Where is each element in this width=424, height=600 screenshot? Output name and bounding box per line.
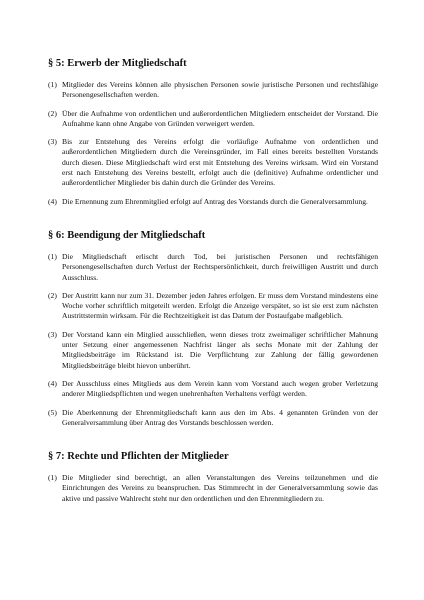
paragraph (48, 473, 378, 504)
paragraph-text: Mitglieder des Vereins können alle physischen Personen sowie juristische Personen und rechtsfähige Personengesellschaften werden. (62, 80, 378, 100)
paragraph-number: (1) (48, 473, 57, 483)
paragraph (48, 291, 378, 322)
paragraph-number: (4) (48, 196, 57, 206)
section-heading: § 7: Rechte und Pflichten der Mitglieder (48, 451, 229, 463)
paragraph (48, 330, 378, 371)
paragraph (48, 408, 378, 429)
section-7 (48, 450, 378, 504)
paragraph (48, 252, 378, 283)
paragraph-number: (2) (48, 108, 57, 118)
paragraph-number: (3) (48, 137, 57, 147)
paragraph (48, 379, 378, 400)
paragraph-text: Die Mitglieder sind berechtigt, an allen Veranstaltungen des Vereins teilzunehmen und die Einrichtungen des Vereins zu beanspruchen. Das Stimmrecht in der Generalversammlung sowie das aktive und passive Wahlrecht steht nur den ordentlichen und den Ehrenmitgliedern zu. (62, 473, 378, 503)
document-content (48, 57, 378, 526)
paragraph-text: Der Ausschluss eines Mitglieds aus dem Verein kann vom Vorstand auch wegen grober Verletzung anderer Mitgliedspflichten und wegen unehrenhaften Verhaltens verfügt werden. (62, 378, 378, 399)
paragraph-number: (5) (48, 407, 57, 417)
paragraph-number: (1) (48, 251, 57, 261)
paragraph (48, 197, 378, 207)
paragraph-text: Bis zur Entstehung des Vereins erfolgt die vorläufige Aufnahme von ordentlichen und außerordentlichen Mitgliedern durch die Vereinsgründer, im Fall eines bereits bestellten Vorstands durch diesen. Diese Mitgliedschaft wird erst mit Entstehung des Vereins wirksam. Wird ein Vorstand erst nach Entstehung des Vereins bestellt, erfolgt auch die (definitive) Aufnahme ordentlicher und außerordentlicher Mitglieder bis dahin durch die Gründer des Vereins. (62, 137, 378, 188)
paragraph-text: Über die Aufnahme von ordentlichen und außerordentlichen Mitgliedern entscheidet der Vorstand. Die Aufnahme kann ohne Angabe von Gründen verweigert werden. (62, 108, 378, 128)
paragraph-text: Der Vorstand kann ein Mitglied ausschließen, wenn dieses trotz zweimaliger schriftlicher Mahnung unter Setzung einer angemessenen Nachfrist länger als sechs Monate mit der Zahlung der Mitgliedsbeiträge im Rückstand ist. Die Verpflichtung zur Zahlung der fällig gewordenen Mitgliedsbeiträge bleibt hievon unberührt. (62, 329, 378, 370)
paragraph (48, 109, 378, 130)
paragraph-number: (4) (48, 378, 57, 388)
paragraph-number: (1) (48, 80, 57, 89)
section-5 (48, 57, 378, 207)
paragraph-text: Die Ernennung zum Ehrenmitglied erfolgt auf Antrag des Vorstands durch die Generalversammlung. (62, 196, 368, 206)
paragraph (48, 137, 378, 188)
paragraph-text: Die Aberkennung der Ehrenmitgliedschaft kann aus den im Abs. 4 genannten Gründen von der Generalversammlung über Antrag des Vorstands beschlossen werden. (62, 407, 378, 427)
section-6 (48, 229, 378, 428)
section-heading: § 6: Beendigung der Mitgliedschaft (48, 229, 206, 241)
paragraph (48, 80, 378, 101)
section-heading: § 5: Erwerb der Mitgliedschaft (48, 58, 187, 69)
paragraph-text: Die Mitgliedschaft erlischt durch Tod, bei juristischen Personen und rechtsfähigen Personengesellschaften durch Verlust der Rechtspersönlichkeit, durch freiwilligen Austritt und durch Ausschluss. (62, 251, 378, 282)
paragraph-text: Der Austritt kann nur zum 31. Dezember jeden Jahres erfolgen. Er muss dem Vorstand mindestens eine Woche vorher schriftlich mitgeteilt werden. Erfolgt die Anzeige verspätet, so ist sie erst zum nächsten Austrittstermin wirksam. Für die Rechtzeitigkeit ist das Datum der Postaufgabe maßgeblich. (62, 290, 378, 321)
paragraph-number: (3) (48, 329, 57, 339)
paragraph-number: (2) (48, 290, 57, 300)
